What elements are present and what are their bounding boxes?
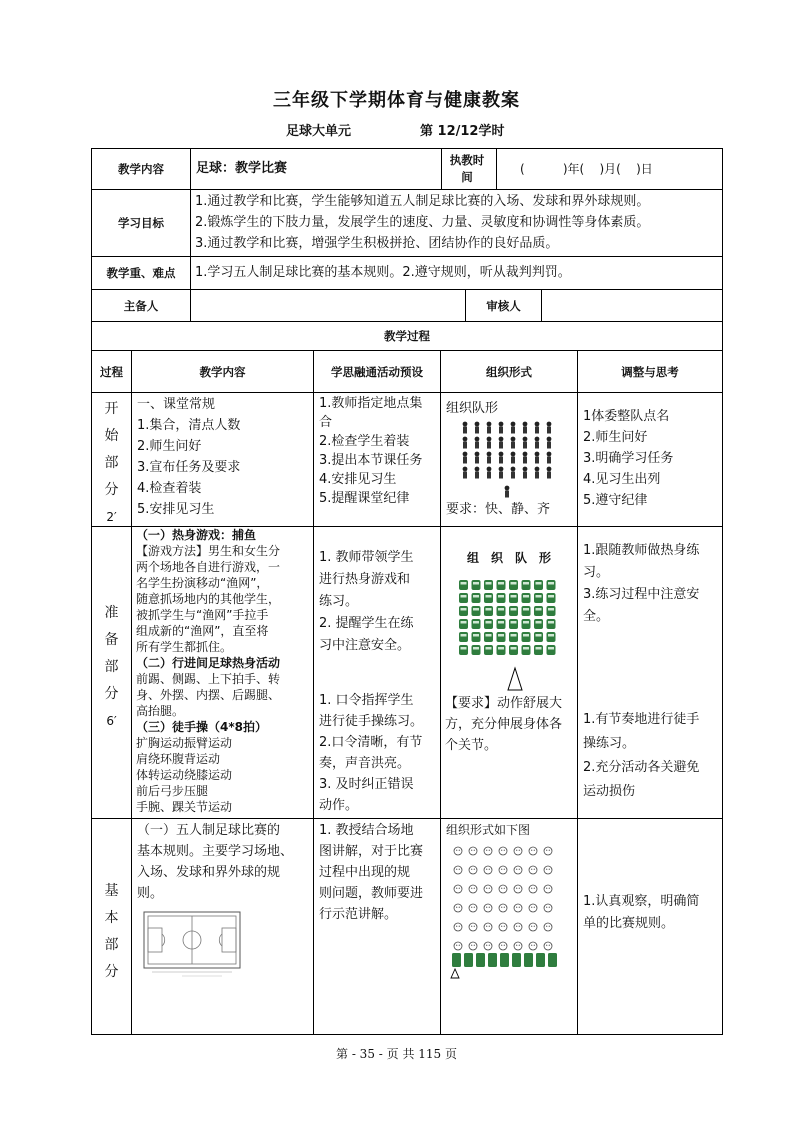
- student-figure: [534, 606, 543, 616]
- student-figure: [535, 452, 540, 464]
- student-figure: [547, 437, 552, 449]
- student-figure: [484, 632, 493, 642]
- student-face-icon: [454, 942, 462, 950]
- content-label: 教学内容: [118, 162, 164, 176]
- student-figure: [475, 452, 480, 464]
- student-figure: [459, 606, 468, 616]
- student-face-icon: [454, 904, 462, 912]
- student-face-icon: [484, 904, 492, 912]
- student-figure: [534, 593, 543, 603]
- goal-item: 2.锻炼学生的下肢力量，发展学生的速度、力量、灵敏度和协调性等身体素质。: [195, 215, 650, 230]
- football-field-diagram: [142, 908, 242, 980]
- student-figure: [484, 580, 493, 590]
- student-figure: [463, 452, 468, 464]
- student-figure: [534, 619, 543, 629]
- col-stage: 过程: [100, 364, 123, 379]
- student-face-icon: [514, 942, 522, 950]
- col-activities: 学思融通活动预设: [331, 364, 423, 379]
- student-face-icon: [469, 866, 477, 874]
- student-face-icon: [484, 866, 492, 874]
- document-title: 三年级下学期体育与健康教案: [273, 90, 520, 111]
- student-figure: [511, 422, 516, 434]
- student-face-icon: [544, 923, 552, 931]
- student-figure: [475, 437, 480, 449]
- student-figure: [547, 645, 556, 655]
- team-player-figure: [500, 953, 509, 967]
- key-points-value: 1.学习五人制足球比赛的基本规则。2.遵守规则，听从裁判判罚。: [195, 265, 571, 280]
- goal-item: 1.通过教学和比赛，学生能够知道五人制足球比赛的入场、发球和界外球规则。: [195, 194, 650, 209]
- student-face-icon: [529, 847, 537, 855]
- student-figure: [523, 467, 528, 479]
- start-org-requirement: 要求：快、静、齐: [446, 502, 551, 517]
- process-label: 教学过程: [384, 329, 430, 343]
- col-content: 教学内容: [199, 364, 246, 379]
- student-figure: [472, 606, 481, 616]
- student-figure: [463, 437, 468, 449]
- student-face-icon: [484, 923, 492, 931]
- student-figure: [487, 437, 492, 449]
- teacher-figure: [505, 486, 510, 498]
- student-figure: [484, 593, 493, 603]
- student-figure: [509, 645, 518, 655]
- student-figure: [547, 467, 552, 479]
- student-figure: [459, 593, 468, 603]
- student-figure: [484, 645, 493, 655]
- prep-activities-a: 1. 教师带领学生 进行热身游戏和 练习。 2. 提醒学生在练 习中注意安全。: [319, 550, 414, 653]
- student-figure: [547, 580, 556, 590]
- goal-item: 3.通过教学和比赛，增强学生积极拼抢、团结协作的良好品质。: [195, 236, 559, 251]
- student-figure: [497, 632, 506, 642]
- student-face-icon: [529, 904, 537, 912]
- goals-label: 学习目标: [118, 216, 164, 230]
- team-player-figure: [548, 953, 557, 967]
- team-player-figure: [536, 953, 545, 967]
- student-figure: [535, 467, 540, 479]
- student-face-icon: [499, 904, 507, 912]
- student-figure: [547, 452, 552, 464]
- student-figure: [484, 606, 493, 616]
- student-figure: [497, 593, 506, 603]
- student-face-icon: [484, 847, 492, 855]
- prep-stage: 准 备 部 分 6′: [104, 605, 119, 728]
- student-figure: [523, 422, 528, 434]
- teacher-triangle-icon: [451, 969, 459, 978]
- key-points-label: 教学重、难点: [106, 266, 176, 280]
- lesson-number: 第 12/12学时: [420, 124, 505, 139]
- student-figure: [547, 422, 552, 434]
- student-face-icon: [514, 866, 522, 874]
- student-figure: [472, 645, 481, 655]
- student-face-icon: [454, 885, 462, 893]
- student-face-icon: [544, 885, 552, 893]
- page-footer: 第 - 35 - 页 共 115 页: [336, 1047, 457, 1061]
- student-face-icon: [469, 904, 477, 912]
- student-figure: [459, 632, 468, 642]
- student-face-icon: [529, 923, 537, 931]
- basic-content: （一）五人制足球比赛的 基本规则。主要学习场地、 入场、发球和界外球的规 则。: [137, 823, 294, 901]
- prep-org-requirement: 【要求】动作舒展大 方，充分伸展身体各 个关节。: [445, 696, 563, 753]
- student-figure: [459, 580, 468, 590]
- student-face-icon: [484, 885, 492, 893]
- student-face-icon: [454, 866, 462, 874]
- student-face-icon: [514, 885, 522, 893]
- student-figure: [509, 593, 518, 603]
- student-figure: [535, 437, 540, 449]
- student-figure: [547, 593, 556, 603]
- prep-formation: [455, 578, 565, 693]
- team-player-figure: [452, 953, 461, 967]
- student-figure: [472, 632, 481, 642]
- col-reflection: 调整与思考: [621, 364, 679, 379]
- student-figure: [509, 619, 518, 629]
- student-figure: [459, 645, 468, 655]
- prep-reflection-a: 1.跟随教师做热身练 习。 3.练习过程中注意安 全。: [583, 543, 700, 624]
- basic-stage: 基 本 部 分: [104, 883, 119, 980]
- student-face-icon: [514, 904, 522, 912]
- student-figure: [509, 632, 518, 642]
- student-figure: [499, 467, 504, 479]
- student-face-icon: [514, 847, 522, 855]
- student-figure: [487, 452, 492, 464]
- student-figure: [522, 580, 531, 590]
- team-player-figure: [464, 953, 473, 967]
- student-figure: [499, 437, 504, 449]
- start-activities: 1.教师指定地点集 合 2.检查学生着装 3.提出本节课任务 4.安排见习生 5.提醒课堂纪律: [319, 396, 423, 506]
- student-face-icon: [499, 923, 507, 931]
- student-figure: [475, 422, 480, 434]
- student-face-icon: [499, 866, 507, 874]
- student-figure: [534, 580, 543, 590]
- student-figure: [522, 593, 531, 603]
- start-reflection: 1体委整队点名 2.师生问好 3.明确学习任务 4.见习生出列 5.遵守纪律: [583, 409, 674, 508]
- student-figure: [534, 632, 543, 642]
- student-figure: [475, 467, 480, 479]
- student-figure: [499, 422, 504, 434]
- student-face-icon: [499, 885, 507, 893]
- student-face-icon: [544, 866, 552, 874]
- start-formation: [460, 420, 570, 500]
- student-face-icon: [469, 923, 477, 931]
- student-face-icon: [529, 885, 537, 893]
- student-face-icon: [499, 942, 507, 950]
- prep-org-title: 组 织 队 形: [466, 551, 551, 565]
- student-figure: [511, 437, 516, 449]
- start-stage: 开 始 部 分 2′: [104, 401, 119, 524]
- student-figure: [497, 606, 506, 616]
- student-face-icon: [544, 942, 552, 950]
- date-value: ( )年( )月( )日: [520, 162, 653, 176]
- student-face-icon: [454, 923, 462, 931]
- student-figure: [509, 580, 518, 590]
- student-face-icon: [499, 847, 507, 855]
- basic-formation: [450, 843, 565, 983]
- date-label: 执教时间: [449, 153, 485, 184]
- student-face-icon: [469, 885, 477, 893]
- prep-reflection-b: 1.有节奏地进行徒手 操练习。 2.充分活动各关避免 运动损伤: [583, 712, 700, 799]
- student-face-icon: [544, 847, 552, 855]
- goals-list: [195, 191, 720, 255]
- reviewer-label: 审核人: [486, 298, 521, 313]
- student-figure: [484, 619, 493, 629]
- student-figure: [547, 619, 556, 629]
- student-figure: [459, 619, 468, 629]
- team-player-figure: [524, 953, 533, 967]
- student-figure: [511, 467, 516, 479]
- student-figure: [487, 422, 492, 434]
- student-figure: [497, 619, 506, 629]
- student-figure: [499, 452, 504, 464]
- student-face-icon: [529, 866, 537, 874]
- student-face-icon: [529, 942, 537, 950]
- prep-activities-b: 1. 口令指挥学生 进行徒手操练习。 2.口令清晰，有节 奏，声音洪亮。 3. 及时纠正错误 动作。: [319, 693, 424, 813]
- student-figure: [523, 452, 528, 464]
- student-figure: [547, 632, 556, 642]
- prep-content: （一）热身游戏：捕鱼 【游戏方法】男生和女生分 两个场地各自进行游戏，一 名学生扮演移动“渔网”， 随意抓场地内的其他学生， 被抓学生与“渔网”手拉手 组成新的“渔网”，直至将 所有学生都抓住。 （二）行进间足球热身活动 前踢、侧踢、上下拍手、转 身、外摆、内摆、后踢腿、 高抬腿。 （三）徒手操（4*8拍） 扩胸运动振臂运动 肩绕环腹背运动 体转运动绕膝运动 前后弓步压腿 手腕、踝关节运动: [136, 528, 281, 814]
- student-figure: [472, 593, 481, 603]
- student-figure: [522, 606, 531, 616]
- student-figure: [522, 619, 531, 629]
- student-figure: [463, 422, 468, 434]
- start-content: 一、课堂常规 1.集合，清点人数 2.师生问好 3.宣布任务及要求 4.检查着装 5.安排见习生: [137, 397, 241, 517]
- student-figure: [472, 580, 481, 590]
- student-face-icon: [469, 847, 477, 855]
- student-figure: [472, 619, 481, 629]
- teacher-triangle-icon: [508, 668, 522, 690]
- student-figure: [535, 422, 540, 434]
- col-organization: 组织形式: [486, 364, 532, 379]
- student-face-icon: [469, 942, 477, 950]
- student-face-icon: [514, 923, 522, 931]
- author-label: 主备人: [123, 298, 159, 313]
- start-org-title: 组织队形: [446, 401, 499, 416]
- student-figure: [547, 606, 556, 616]
- student-figure: [497, 580, 506, 590]
- student-figure: [497, 645, 506, 655]
- team-player-figure: [512, 953, 521, 967]
- student-face-icon: [544, 904, 552, 912]
- student-figure: [522, 632, 531, 642]
- student-face-icon: [484, 942, 492, 950]
- student-figure: [523, 437, 528, 449]
- basic-activities: 1. 教授结合场地 图讲解，对于比赛 过程中出现的规 则问题，教师要进 行示范讲解。: [319, 823, 424, 922]
- unit-label: 足球大单元: [286, 124, 352, 139]
- student-figure: [511, 452, 516, 464]
- student-figure: [509, 606, 518, 616]
- basic-org-title: 组织形式如下图: [446, 823, 531, 837]
- student-figure: [487, 467, 492, 479]
- student-face-icon: [454, 847, 462, 855]
- basic-reflection: 1.认真观察，明确简 单的比赛规则。: [583, 894, 700, 931]
- team-player-figure: [476, 953, 485, 967]
- student-figure: [534, 645, 543, 655]
- student-figure: [463, 467, 468, 479]
- content-value: 足球：教学比赛: [196, 161, 288, 176]
- student-figure: [522, 645, 531, 655]
- team-player-figure: [488, 953, 497, 967]
